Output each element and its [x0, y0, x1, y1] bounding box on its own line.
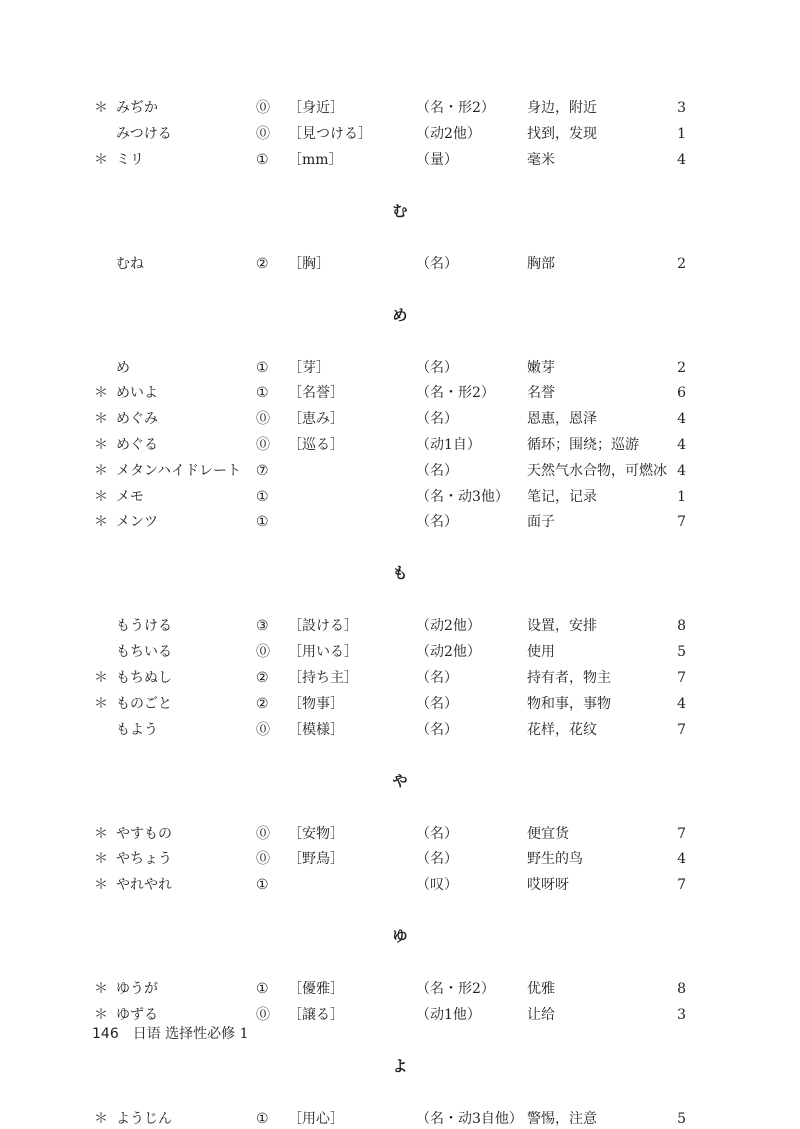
- accent-mark: ②: [256, 670, 269, 686]
- meaning: 毫米: [527, 152, 555, 168]
- new-word-marker: ＊: [94, 670, 108, 686]
- part-of-speech: （动2他）: [416, 644, 481, 660]
- unit-number: 7: [677, 877, 686, 893]
- part-of-speech: （名・形2）: [416, 385, 495, 401]
- word-reading: ようじん: [116, 1111, 172, 1127]
- vocab-entry: [0, 383, 800, 403]
- kanji-form: ［模様］: [288, 722, 344, 738]
- meaning: 笔记，记录: [527, 489, 597, 505]
- page-number: 146: [92, 1026, 119, 1042]
- meaning: 嫩芽: [527, 360, 555, 376]
- section-heading: め: [392, 306, 408, 324]
- word-reading: むね: [116, 256, 144, 272]
- meaning: 找到，发现: [527, 126, 597, 142]
- meaning: 使用: [527, 644, 555, 660]
- unit-number: 4: [677, 152, 686, 168]
- section-heading: む: [392, 202, 408, 220]
- kanji-form: ［用心］: [288, 1111, 344, 1127]
- vocab-entry: [0, 1109, 800, 1129]
- section-heading: ゆ: [392, 927, 408, 945]
- kanji-form: ［巡る］: [288, 437, 344, 453]
- meaning: 持有者，物主: [527, 670, 611, 686]
- word-reading: メタンハイドレート: [116, 463, 242, 479]
- unit-number: 7: [677, 670, 686, 686]
- unit-number: 6: [677, 385, 686, 401]
- kanji-form: ［安物］: [288, 826, 344, 842]
- word-reading: ミリ: [116, 152, 144, 168]
- word-reading: め: [116, 360, 130, 376]
- meaning: 哎呀呀: [527, 877, 569, 893]
- new-word-marker: ＊: [94, 696, 108, 712]
- meaning: 设置，安排: [527, 618, 597, 634]
- new-word-marker: ＊: [94, 1007, 108, 1023]
- part-of-speech: （名・动3自他）: [416, 1111, 523, 1127]
- new-word-marker: ＊: [94, 1111, 108, 1127]
- unit-number: 8: [677, 981, 686, 997]
- unit-number: 4: [677, 463, 686, 479]
- accent-mark: ⓪: [256, 126, 270, 142]
- accent-mark: ①: [256, 385, 269, 401]
- word-reading: やすもの: [116, 826, 172, 842]
- vocab-entry: [0, 694, 800, 714]
- meaning: 优雅: [527, 981, 555, 997]
- vocab-entry: [0, 849, 800, 869]
- accent-mark: ⓪: [256, 851, 270, 867]
- accent-mark: ⑦: [256, 463, 269, 479]
- accent-mark: ①: [256, 1111, 269, 1127]
- vocab-entry: [0, 720, 800, 740]
- part-of-speech: （量）: [416, 152, 458, 168]
- vocab-entry: [0, 124, 800, 144]
- accent-mark: ①: [256, 877, 269, 893]
- accent-mark: ⓪: [256, 1007, 270, 1023]
- meaning: 野生的鸟: [527, 851, 583, 867]
- part-of-speech: （名）: [416, 463, 458, 479]
- meaning: 面子: [527, 514, 555, 530]
- unit-number: 7: [677, 722, 686, 738]
- kanji-form: ［野鳥］: [288, 851, 344, 867]
- part-of-speech: （名・形2）: [416, 100, 495, 116]
- vocab-entry: [0, 512, 800, 532]
- meaning: 胸部: [527, 256, 555, 272]
- word-reading: ゆずる: [116, 1007, 158, 1023]
- new-word-marker: ＊: [94, 463, 108, 479]
- part-of-speech: （名）: [416, 256, 458, 272]
- part-of-speech: （名）: [416, 360, 458, 376]
- accent-mark: ①: [256, 514, 269, 530]
- unit-number: 4: [677, 411, 686, 427]
- kanji-form: ［用いる］: [288, 644, 358, 660]
- book-title: 日语 选择性必修 1: [132, 1026, 249, 1042]
- vocab-entry: [0, 254, 800, 274]
- unit-number: 1: [677, 126, 686, 142]
- page-footer: [92, 1024, 249, 1044]
- kanji-form: ［胸］: [288, 256, 330, 272]
- unit-number: 5: [677, 1111, 686, 1127]
- part-of-speech: （名）: [416, 722, 458, 738]
- accent-mark: ①: [256, 152, 269, 168]
- new-word-marker: ＊: [94, 411, 108, 427]
- new-word-marker: ＊: [94, 877, 108, 893]
- vocab-entry: [0, 435, 800, 455]
- meaning: 警惕，注意: [527, 1111, 597, 1127]
- meaning: 便宜货: [527, 826, 569, 842]
- unit-number: 2: [677, 256, 686, 272]
- kanji-form: ［名誉］: [288, 385, 344, 401]
- section-heading: よ: [392, 1057, 408, 1075]
- meaning: 名誉: [527, 385, 555, 401]
- meaning: 物和事，事物: [527, 696, 611, 712]
- new-word-marker: ＊: [94, 385, 108, 401]
- vocab-entry: [0, 668, 800, 688]
- word-reading: めいよ: [116, 385, 158, 401]
- word-reading: ものごと: [116, 696, 172, 712]
- meaning: 身边，附近: [527, 100, 597, 116]
- word-reading: めぐる: [116, 437, 158, 453]
- accent-mark: ⓪: [256, 722, 270, 738]
- part-of-speech: （动1他）: [416, 1007, 481, 1023]
- word-reading: みぢか: [116, 100, 158, 116]
- new-word-marker: ＊: [94, 514, 108, 530]
- new-word-marker: ＊: [94, 152, 108, 168]
- vocab-entry: [0, 461, 800, 481]
- vocab-entry: [0, 875, 800, 895]
- vocab-entry: [0, 824, 800, 844]
- vocab-entry: [0, 409, 800, 429]
- section-heading: も: [392, 564, 408, 582]
- accent-mark: ⓪: [256, 100, 270, 116]
- word-reading: みつける: [116, 126, 172, 142]
- vocab-entry: [0, 642, 800, 662]
- word-reading: ゆうが: [116, 981, 158, 997]
- new-word-marker: ＊: [94, 100, 108, 116]
- unit-number: 4: [677, 437, 686, 453]
- vocab-entry: [0, 487, 800, 507]
- part-of-speech: （名・动3他）: [416, 489, 509, 505]
- unit-number: 3: [677, 1007, 686, 1023]
- part-of-speech: （动2他）: [416, 126, 481, 142]
- meaning: 恩惠，恩泽: [527, 411, 597, 427]
- vocab-entry: [0, 150, 800, 170]
- accent-mark: ⓪: [256, 437, 270, 453]
- part-of-speech: （名）: [416, 514, 458, 530]
- word-reading: メンツ: [116, 514, 158, 530]
- kanji-form: ［設ける］: [288, 618, 358, 634]
- unit-number: 4: [677, 851, 686, 867]
- new-word-marker: ＊: [94, 489, 108, 505]
- unit-number: 3: [677, 100, 686, 116]
- meaning: 天然气水合物，可燃冰: [527, 463, 667, 479]
- meaning: 让给: [527, 1007, 555, 1023]
- part-of-speech: （名・形2）: [416, 981, 495, 997]
- unit-number: 2: [677, 360, 686, 376]
- new-word-marker: ＊: [94, 826, 108, 842]
- accent-mark: ①: [256, 360, 269, 376]
- accent-mark: ⓪: [256, 826, 270, 842]
- kanji-form: ［芽］: [288, 360, 330, 376]
- unit-number: 7: [677, 514, 686, 530]
- part-of-speech: （名）: [416, 696, 458, 712]
- unit-number: 4: [677, 696, 686, 712]
- word-reading: もちいる: [116, 644, 172, 660]
- new-word-marker: ＊: [94, 851, 108, 867]
- accent-mark: ①: [256, 981, 269, 997]
- unit-number: 1: [677, 489, 686, 505]
- kanji-form: ［物事］: [288, 696, 344, 712]
- accent-mark: ⓪: [256, 411, 270, 427]
- part-of-speech: （动2他）: [416, 618, 481, 634]
- kanji-form: ［優雅］: [288, 981, 344, 997]
- accent-mark: ②: [256, 256, 269, 272]
- new-word-marker: ＊: [94, 981, 108, 997]
- new-word-marker: ＊: [94, 437, 108, 453]
- kanji-form: ［身近］: [288, 100, 344, 116]
- part-of-speech: （名）: [416, 826, 458, 842]
- accent-mark: ③: [256, 618, 269, 634]
- unit-number: 5: [677, 644, 686, 660]
- unit-number: 8: [677, 618, 686, 634]
- kanji-form: ［持ち主］: [288, 670, 358, 686]
- accent-mark: ⓪: [256, 644, 270, 660]
- vocab-entry: [0, 616, 800, 636]
- part-of-speech: （名）: [416, 851, 458, 867]
- part-of-speech: （名）: [416, 670, 458, 686]
- kanji-form: ［譲る］: [288, 1007, 344, 1023]
- word-reading: メモ: [116, 489, 144, 505]
- vocab-entry: [0, 1005, 800, 1025]
- word-reading: もちぬし: [116, 670, 172, 686]
- part-of-speech: （动1自）: [416, 437, 481, 453]
- accent-mark: ①: [256, 489, 269, 505]
- kanji-form: ［見つける］: [288, 126, 372, 142]
- meaning: 花样，花纹: [527, 722, 597, 738]
- word-reading: やちょう: [116, 851, 172, 867]
- vocab-entry: [0, 98, 800, 118]
- unit-number: 7: [677, 826, 686, 842]
- section-heading: や: [392, 772, 408, 790]
- word-reading: もうける: [116, 618, 172, 634]
- kanji-form: ［恵み］: [288, 411, 344, 427]
- word-reading: やれやれ: [116, 877, 172, 893]
- accent-mark: ②: [256, 696, 269, 712]
- word-reading: めぐみ: [116, 411, 158, 427]
- meaning: 循环；围绕；巡游: [527, 437, 639, 453]
- vocab-entry: [0, 979, 800, 999]
- word-reading: もよう: [116, 722, 158, 738]
- kanji-form: ［mm］: [288, 152, 343, 168]
- part-of-speech: （叹）: [416, 877, 458, 893]
- vocab-entry: [0, 358, 800, 378]
- part-of-speech: （名）: [416, 411, 458, 427]
